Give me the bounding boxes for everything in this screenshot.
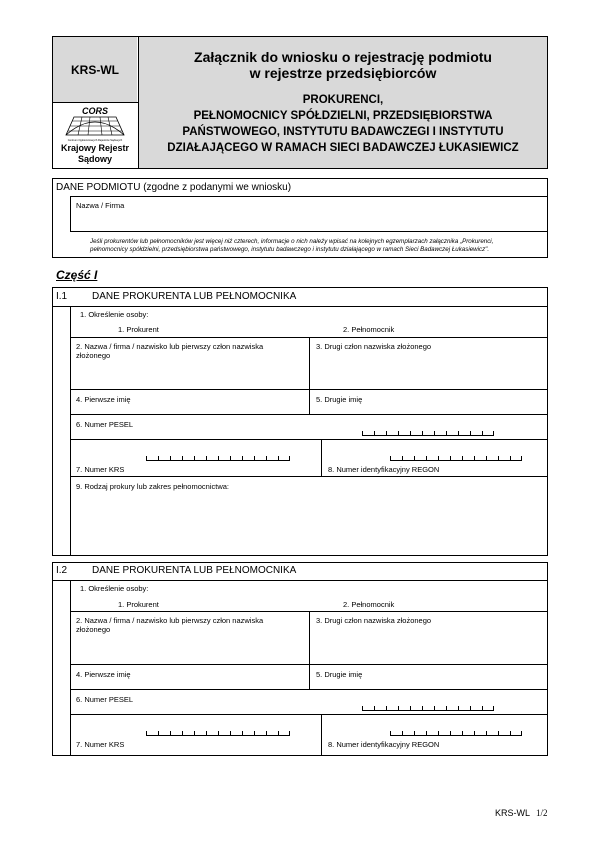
form-code: KRS-WL	[71, 63, 119, 77]
digit-box[interactable]	[278, 731, 290, 736]
entity-note-line1: Jeśli prokurentów lub pełnomocników jest więcej niż czterech, informacje o nich należy wpisać na kolejnych egzemplarzach załącznika „Prokurenci,	[90, 238, 494, 245]
s1-surname-label-line1: 2. Nazwa / firma / nazwisko lub pierwszy człon nazwiska	[76, 342, 264, 351]
s1-pesel-field[interactable]	[70, 415, 548, 440]
digit-box[interactable]	[146, 731, 158, 736]
digit-box[interactable]	[242, 456, 254, 461]
logo-grid-icon	[60, 115, 130, 139]
s2-regon-label: 8. Numer identyfikacyjny REGON	[328, 740, 440, 749]
digit-box[interactable]	[182, 731, 194, 736]
digit-box[interactable]	[426, 731, 438, 736]
logo-text: CORS	[81, 106, 108, 116]
digit-box[interactable]	[194, 456, 206, 461]
digit-box[interactable]	[194, 731, 206, 736]
digit-box[interactable]	[362, 431, 374, 436]
digit-box[interactable]	[390, 731, 402, 736]
digit-box[interactable]	[182, 456, 194, 461]
s2-krs-label: 7. Numer KRS	[76, 740, 125, 749]
digit-box[interactable]	[218, 456, 230, 461]
form-title-line1: Załącznik do wniosku o rejestrację podmiotu	[194, 49, 492, 65]
digit-box[interactable]	[374, 706, 386, 711]
logo	[60, 106, 130, 140]
digit-box[interactable]	[254, 456, 266, 461]
digit-box[interactable]	[410, 706, 422, 711]
digit-box[interactable]	[458, 431, 470, 436]
digit-box[interactable]	[230, 456, 242, 461]
form-subtitle-line3: PAŃSTWOWEGO, INSTYTUTU BADAWCZEGI I INSTYTUTU	[182, 126, 504, 138]
digit-box[interactable]	[426, 456, 438, 461]
digit-box[interactable]	[266, 456, 278, 461]
form-subtitle-line1: PROKURENCI,	[302, 94, 384, 106]
registry-name-line1: Krajowy Rejestr	[60, 143, 130, 153]
digit-box[interactable]	[470, 431, 482, 436]
s2-regon-boxes[interactable]	[390, 731, 522, 736]
digit-box[interactable]	[422, 706, 434, 711]
s2-pesel-boxes[interactable]	[362, 706, 494, 711]
digit-box[interactable]	[498, 731, 510, 736]
s2-surname-label-line2: złożonego	[76, 625, 111, 634]
form-subtitle-line2: PEŁNOMOCNICY SPÓŁDZIELNI, PRZEDSIĘBIORSTWA	[193, 110, 493, 122]
digit-box[interactable]	[386, 706, 398, 711]
digit-box[interactable]	[438, 731, 450, 736]
digit-box[interactable]	[462, 456, 474, 461]
section-1-title: DANE PROKURENTA LUB PEŁNOMOCNIKA	[92, 291, 297, 302]
digit-box[interactable]	[446, 431, 458, 436]
section-2-number: I.2	[56, 565, 68, 576]
digit-box[interactable]	[470, 706, 482, 711]
s2-option-prokurent[interactable]: 1. Prokurent	[118, 600, 159, 609]
digit-box[interactable]	[230, 731, 242, 736]
digit-box[interactable]	[450, 731, 462, 736]
digit-box[interactable]	[362, 706, 374, 711]
s2-pesel-field[interactable]	[70, 690, 548, 715]
s1-krs-boxes[interactable]	[146, 456, 290, 461]
digit-box[interactable]	[206, 456, 218, 461]
digit-box[interactable]	[390, 456, 402, 461]
s1-option-prokurent[interactable]: 1. Prokurent	[118, 325, 159, 334]
digit-box[interactable]	[498, 456, 510, 461]
registry-name-line2: Sądowy	[77, 154, 112, 164]
digit-box[interactable]	[402, 456, 414, 461]
entity-note-line2: pełnomocnicy spółdzielni, przedsiębiorstwa państwowego, instytutu badawczego i instytutu działającego w ramach Sieci Badawczej Łukasiewicz".	[90, 246, 490, 253]
digit-box[interactable]	[254, 731, 266, 736]
digit-box[interactable]	[434, 431, 446, 436]
digit-box[interactable]	[398, 706, 410, 711]
s2-krs-boxes[interactable]	[146, 731, 290, 736]
digit-box[interactable]	[450, 456, 462, 461]
s1-option-pelnomocnik[interactable]: 2. Pełnomocnik	[343, 325, 395, 334]
s1-scope-label: 9. Rodzaj prokury lub zakres pełnomocnictwa:	[76, 482, 229, 491]
digit-box[interactable]	[414, 456, 426, 461]
digit-box[interactable]	[486, 731, 498, 736]
s1-pesel-boxes[interactable]	[362, 431, 494, 436]
s2-first-name-label: 4. Pierwsze imię	[76, 670, 131, 679]
s1-krs-label: 7. Numer KRS	[76, 465, 125, 474]
s1-second-surname-label: 3. Drugi człon nazwiska złożonego	[316, 342, 432, 351]
digit-box[interactable]	[170, 731, 182, 736]
entity-section-title: DANE PODMIOTU (zgodne z podanymi we wniosku)	[56, 182, 292, 193]
digit-box[interactable]	[414, 731, 426, 736]
s1-first-name-label: 4. Pierwsze imię	[76, 395, 131, 404]
digit-box[interactable]	[206, 731, 218, 736]
digit-box[interactable]	[482, 431, 494, 436]
s1-regon-boxes[interactable]	[390, 456, 522, 461]
digit-box[interactable]	[486, 456, 498, 461]
digit-box[interactable]	[170, 456, 182, 461]
digit-box[interactable]	[410, 431, 422, 436]
s1-second-name-label: 5. Drugie imię	[316, 395, 363, 404]
s1-surname-label-line2: złożonego	[76, 351, 111, 360]
digit-box[interactable]	[510, 456, 522, 461]
digit-box[interactable]	[386, 431, 398, 436]
digit-box[interactable]	[446, 706, 458, 711]
digit-box[interactable]	[218, 731, 230, 736]
digit-box[interactable]	[422, 431, 434, 436]
digit-box[interactable]	[158, 456, 170, 461]
s1-regon-label: 8. Numer identyfikacyjny REGON	[328, 465, 440, 474]
digit-box[interactable]	[458, 706, 470, 711]
section-2-title: DANE PROKURENTA LUB PEŁNOMOCNIKA	[92, 565, 297, 576]
digit-box[interactable]	[510, 731, 522, 736]
digit-box[interactable]	[266, 731, 278, 736]
digit-box[interactable]	[278, 456, 290, 461]
s2-second-surname-label: 3. Drugi człon nazwiska złożonego	[316, 616, 432, 625]
form-subtitle-line4: DZIAŁAJĄCEGO W RAMACH SIECI BADAWCZEJ ŁUKASIEWICZ	[167, 142, 519, 154]
digit-box[interactable]	[438, 456, 450, 461]
digit-box[interactable]	[398, 431, 410, 436]
digit-box[interactable]	[474, 731, 486, 736]
digit-box[interactable]	[242, 731, 254, 736]
s2-option-pelnomocnik[interactable]: 2. Pełnomocnik	[343, 600, 395, 609]
digit-box[interactable]	[402, 731, 414, 736]
s2-surname-label-line1: 2. Nazwa / firma / nazwisko lub pierwszy człon nazwiska	[76, 616, 264, 625]
form-title-line2: w rejestrze przedsiębiorców	[249, 65, 437, 81]
entity-name-label: Nazwa / Firma	[76, 201, 125, 210]
digit-box[interactable]	[374, 431, 386, 436]
s2-pesel-label: 6. Numer PESEL	[76, 695, 134, 704]
digit-box[interactable]	[462, 731, 474, 736]
logo-subtext: Centrum Ogłoszeniowych Rejestrów Sądowych	[67, 139, 123, 142]
digit-box[interactable]	[158, 731, 170, 736]
s1-person-type-label: 1. Określenie osoby:	[80, 310, 149, 319]
digit-box[interactable]	[474, 456, 486, 461]
s2-person-type-label: 1. Określenie osoby:	[80, 584, 149, 593]
s2-second-name-label: 5. Drugie imię	[316, 670, 363, 679]
entity-name-field[interactable]	[70, 196, 548, 232]
page-number: 1/2	[536, 808, 548, 818]
section-1-number: I.1	[56, 291, 68, 302]
digit-box[interactable]	[146, 456, 158, 461]
s1-pesel-label: 6. Numer PESEL	[76, 420, 134, 429]
part-title: Część I	[56, 268, 98, 282]
digit-box[interactable]	[434, 706, 446, 711]
footer-code: KRS-WL	[495, 808, 531, 818]
digit-box[interactable]	[482, 706, 494, 711]
